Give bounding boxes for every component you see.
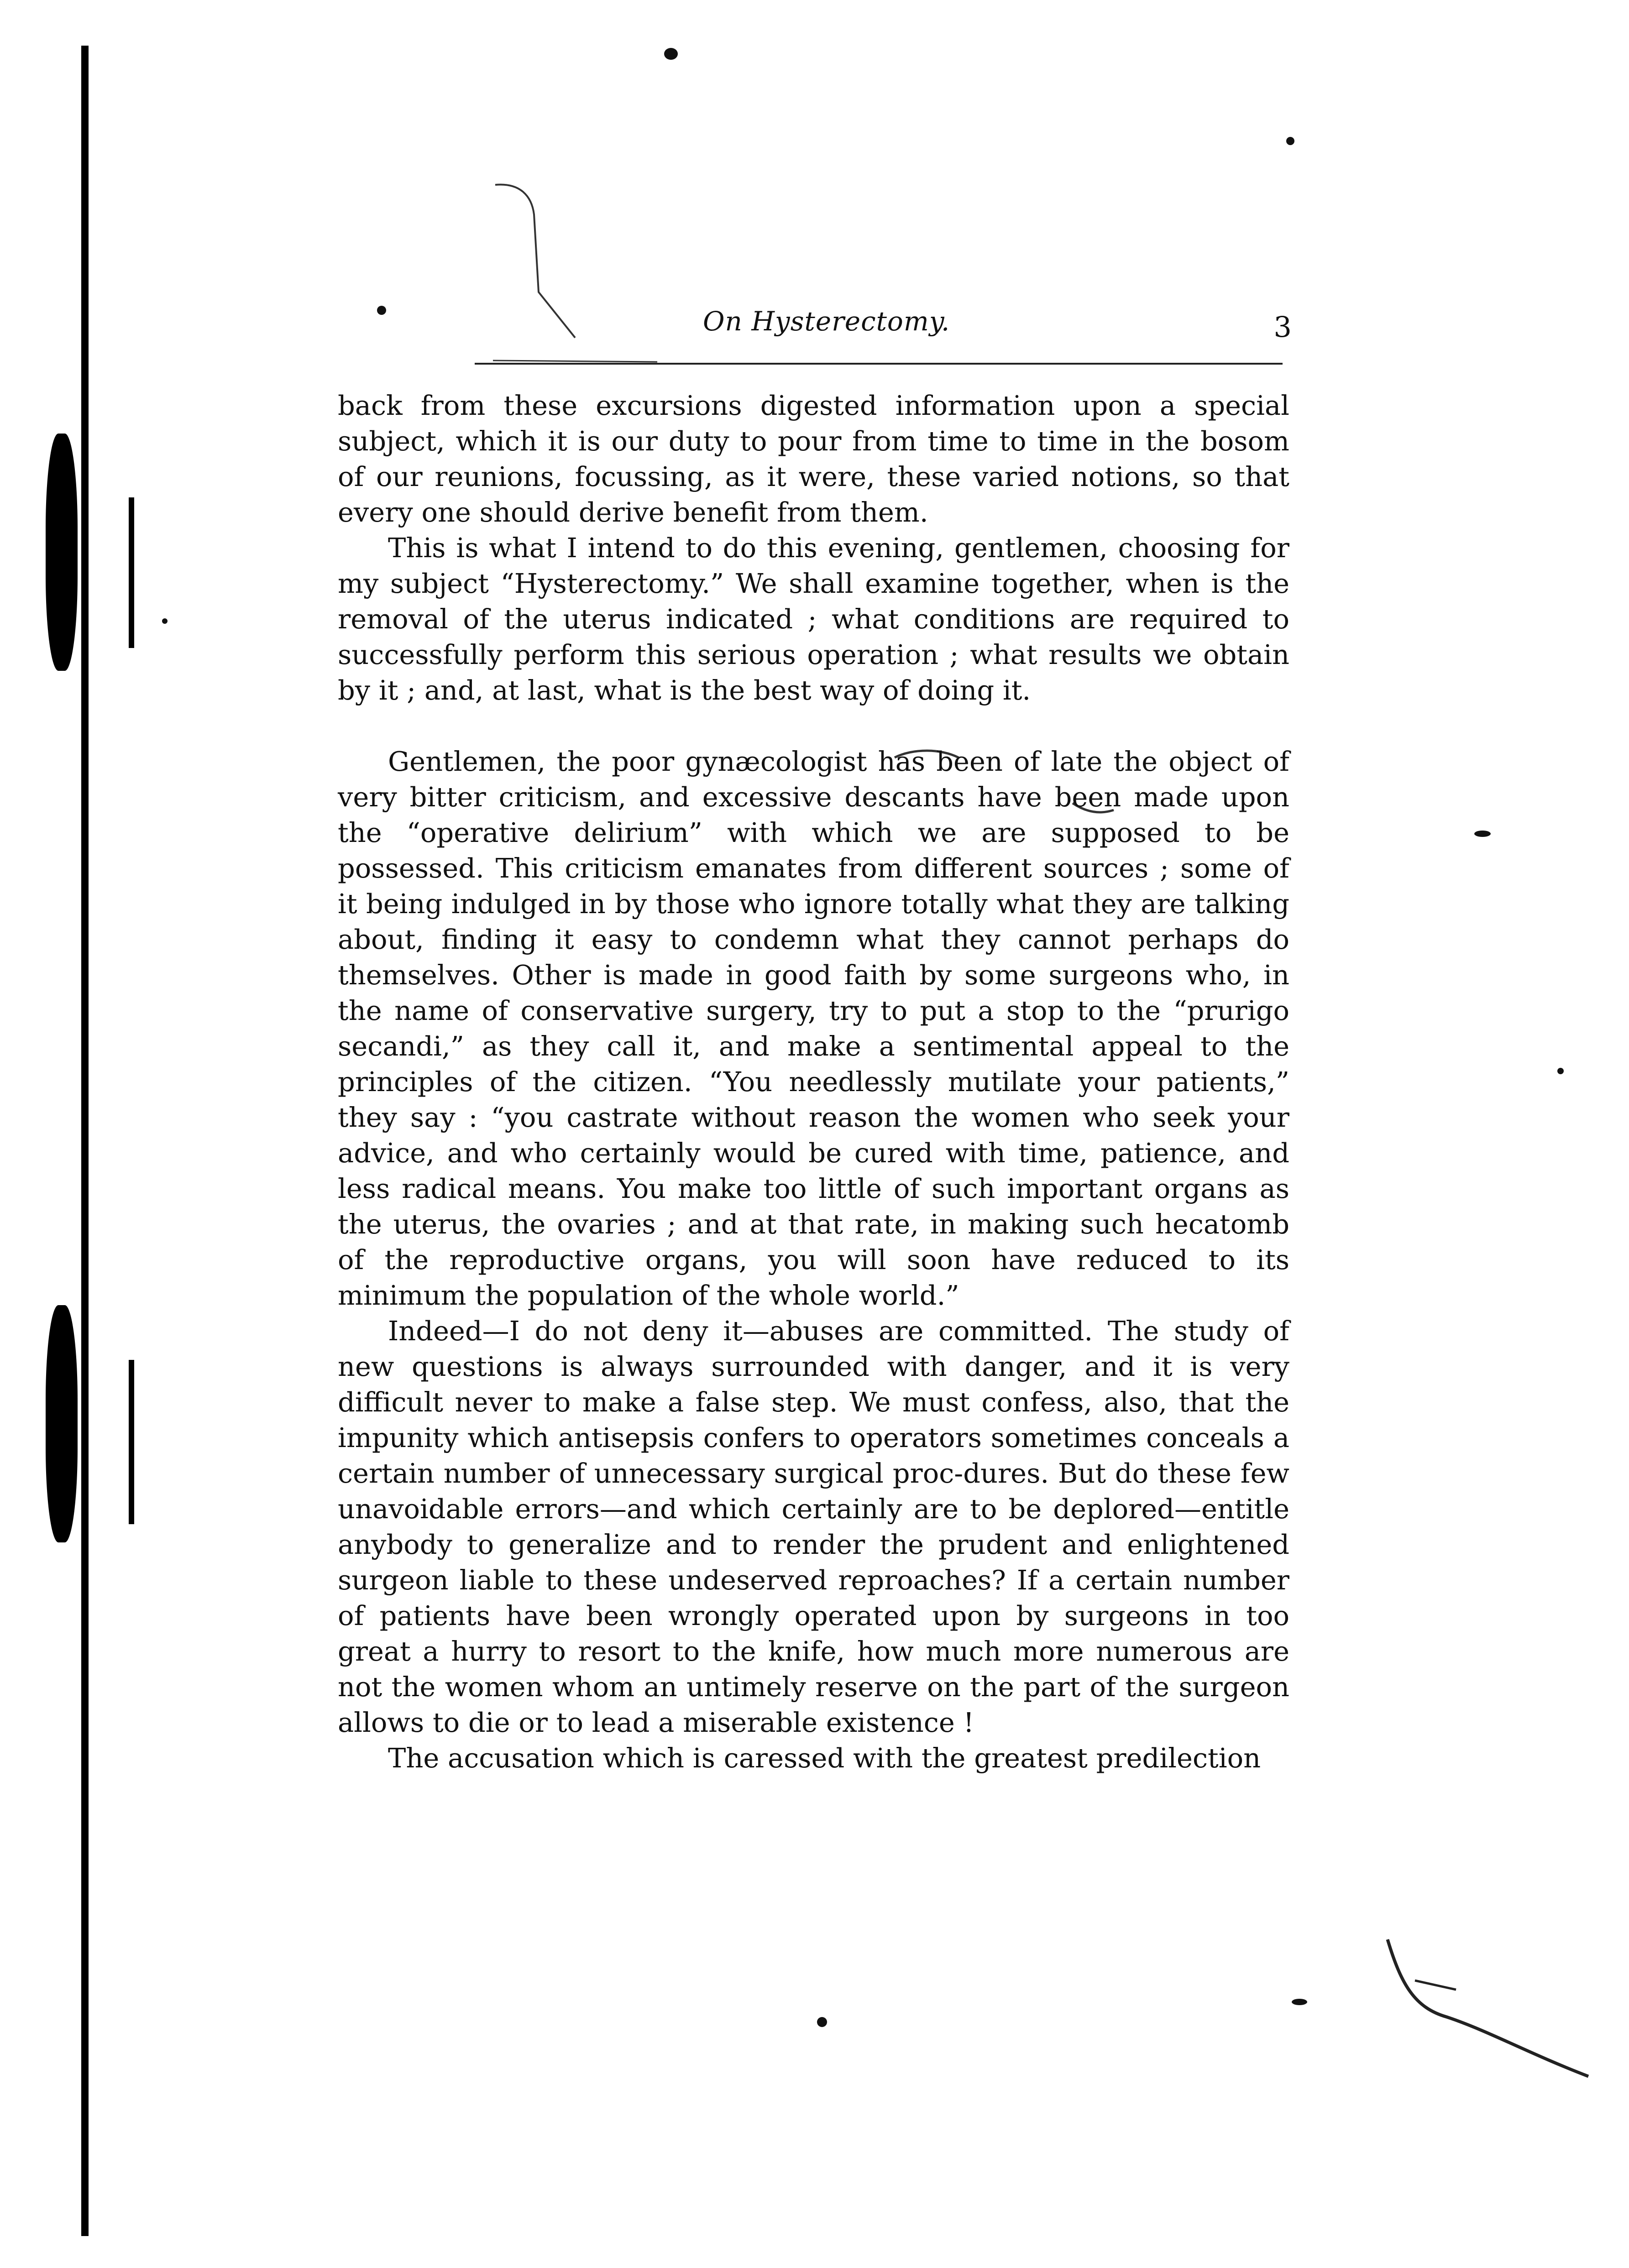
running-head: [338, 306, 1292, 344]
running-title: On Hysterectomy.: [703, 306, 950, 337]
header-rule: [475, 363, 1283, 365]
page-number: 3: [1273, 310, 1292, 344]
paragraph: The accusation which is caressed with the greatest predilection: [388, 1742, 1261, 1774]
paragraph: Gentlemen, the poor gynæcologist has been of late the object of very bitter criticism, and excessive descants have been made upon the “operative delirium” with which we are supposed to be possessed. This criticism emanates from different sources ; some of it being indulged in by those who ignore totally what they are talking about, finding it easy to condemn what they cannot perhaps do themselves. Other is made in good faith by some surgeons who, in the name of conservative surgery, try to put a stop to the “prurigo secandi,” as they call it, and make a sentimental appeal to the principles of the citizen. “You needlessly mutilate your patients,” they say : “you castrate without reason the women who seek your advice, and who certainly would be cured with time, patience, and less radical means. You make too little of such important organs as the uterus, the ovaries ; and at that rate, in making such hecatomb of the reproductive organs, you will soon have reduced to its minimum the population of the whole world.”: [338, 746, 1289, 1311]
paragraph: Indeed—I do not deny it—abuses are committed. The study of new questions is always surrounded with danger, and it is very difficult never to make a false step. We must confess, also, that the impunity which antisepsis confers to operators sometimes conceals a certain number of unnecessary surgical proc-dures. But do these few unavoidable errors—and which certainly are to be deplored—entitle anybody to generalize and to render the prudent and enlightened surgeon liable to these undeserved reproaches? If a certain number of patients have been wrongly operated upon by surgeons in too great a hurry to resort to the knife, how much more numerous are not the women whom an untimely reserve on the part of the surgeon allows to die or to lead a miserable existence !: [338, 1315, 1289, 1738]
paragraph: This is what I intend to do this evening, gentlemen, choosing for my subject “Hysterectomy.” We shall examine together, when is the removal of the uterus indicated ; what conditions are required to successfully perform this serious operation ; what results we obtain by it ; and, at last, what is the best way of doing it.: [338, 532, 1289, 706]
body-text: [338, 388, 1289, 1776]
paragraph: back from these excursions digested information upon a special subject, which it is our duty to pour from time to time in the bosom of our reunions, focussing, as it were, these varied notions, so that every one should derive benefit from them.: [338, 390, 1289, 528]
